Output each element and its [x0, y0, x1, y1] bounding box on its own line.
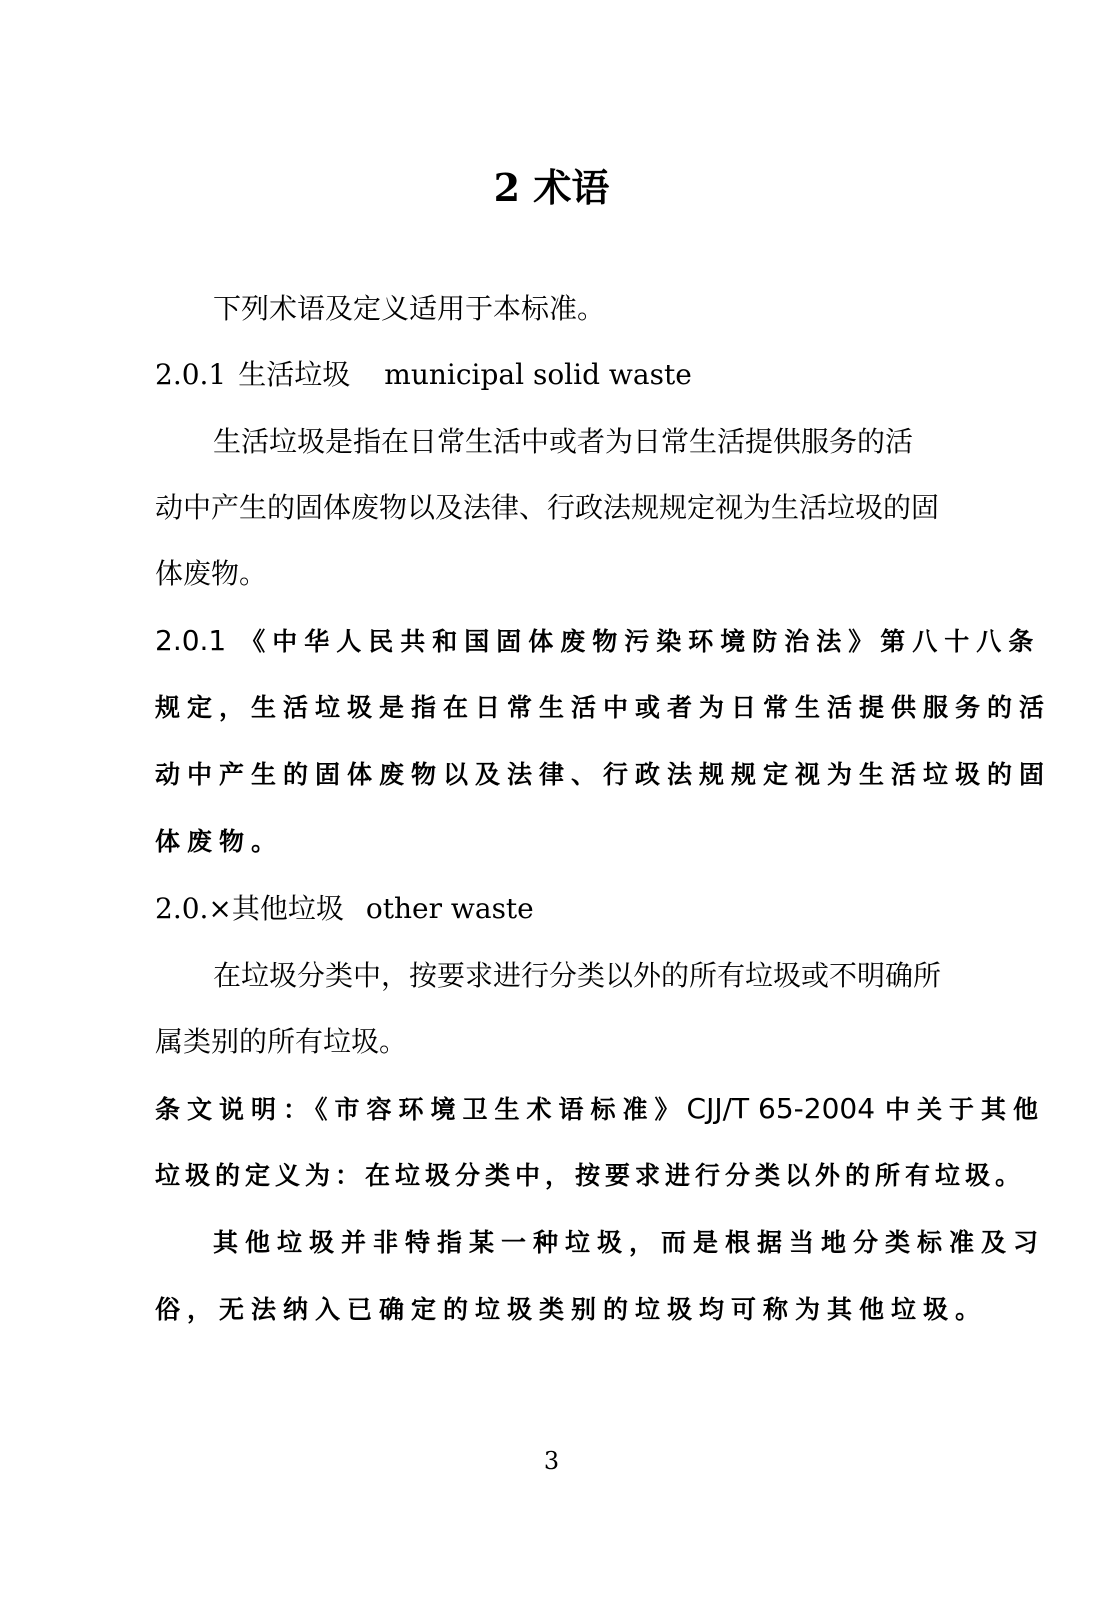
explanation-line: 其他垃圾并非特指某一种垃圾，而是根据当地分类标准及习: [213, 1228, 1046, 1257]
term-heading-other-waste: [155, 892, 534, 926]
term-english-name: other waste: [365, 892, 534, 925]
term-chinese-name: 其他垃圾: [231, 892, 344, 925]
explanation-line: 动中产生的固体废物以及法律、行政法规规定视为生活垃圾的固: [155, 760, 1052, 789]
explanation-line: [155, 624, 1040, 659]
term-definition-line: 属类别的所有垃圾。: [155, 1025, 408, 1058]
term-number: 2.0.×: [155, 892, 232, 925]
page-number: 3: [543, 1447, 560, 1475]
term-english-name: municipal solid waste: [384, 358, 692, 391]
explanation-line: 规定，生活垃圾是指在日常生活中或者为日常生活提供服务的活: [155, 693, 1052, 722]
term-number: 2.0.1: [155, 358, 227, 391]
explanation-number: 2.0.1: [155, 624, 227, 657]
explanation-line: 体废物。: [155, 827, 284, 856]
term-definition-line: 动中产生的固体废物以及法律、行政法规规定视为生活垃圾的固: [155, 491, 940, 524]
explanation-text: 《中华人民共和国固体废物污染环境防治法》第八十八条: [240, 627, 1041, 656]
term-chinese-name: 生活垃圾: [238, 358, 351, 391]
term-definition-line: 体废物。: [155, 557, 268, 590]
term-definition-line: 在垃圾分类中，按要求进行分类以外的所有垃圾或不明确所: [213, 959, 942, 992]
explanation-label: 条文说明：《市容环境卫生术语标准》: [155, 1095, 687, 1124]
explanation-line: 垃圾的定义为：在垃圾分类中，按要求进行分类以外的所有垃圾。: [155, 1161, 1026, 1190]
explanation-line: [155, 1092, 1045, 1127]
term-definition-line: 生活垃圾是指在日常生活中或者为日常生活提供服务的活: [213, 425, 914, 458]
term-heading-municipal-solid-waste: [155, 358, 692, 392]
chapter-title: 2 术语: [493, 165, 610, 210]
intro-paragraph: 下列术语及定义适用于本标准。: [213, 292, 606, 325]
standard-code: CJJ/T 65-2004: [686, 1092, 876, 1125]
explanation-text: 中关于其他: [885, 1095, 1046, 1124]
explanation-line: 俗，无法纳入已确定的垃圾类别的垃圾均可称为其他垃圾。: [155, 1295, 988, 1324]
